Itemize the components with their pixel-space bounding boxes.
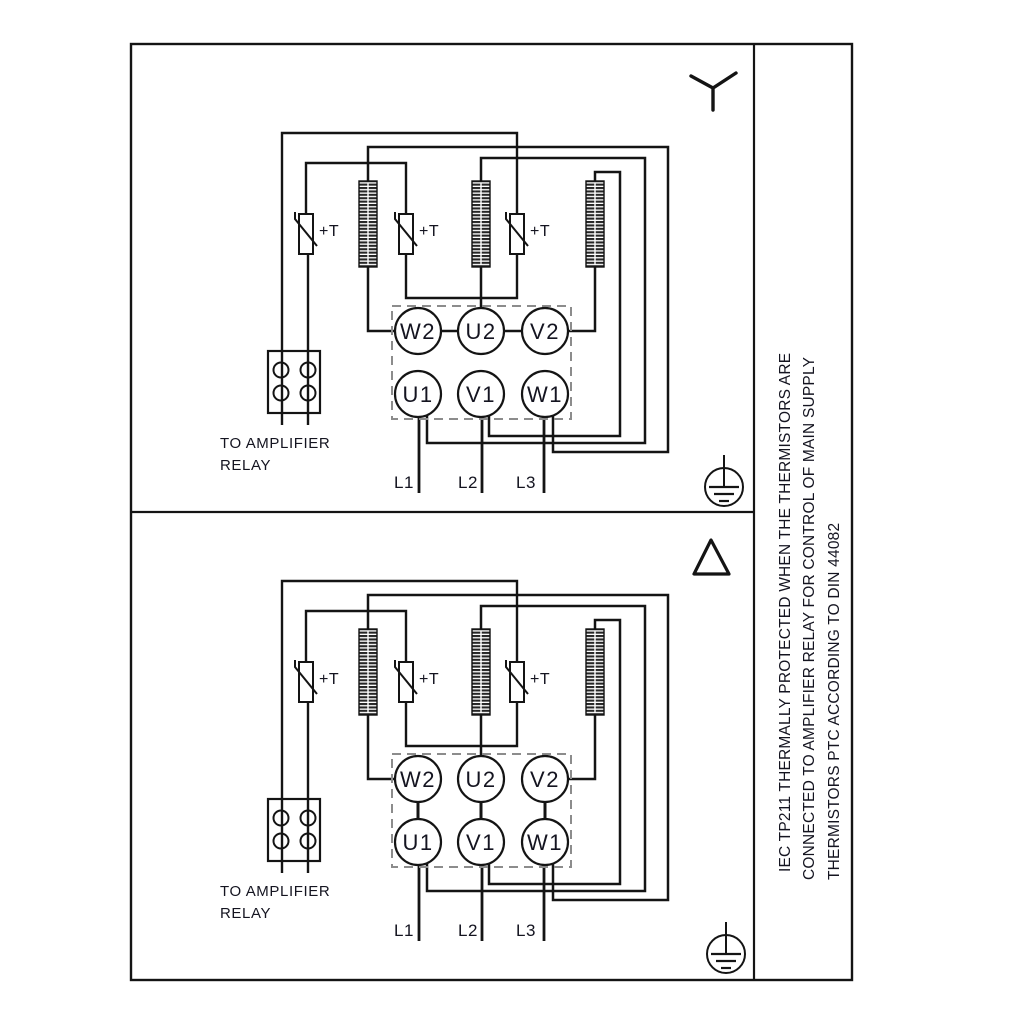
panel-star-connection — [220, 73, 743, 506]
wire-thermistor2-to-thermistor3 — [406, 254, 517, 298]
star-connection-icon — [691, 73, 736, 110]
thermistor-symbol-1 — [295, 212, 339, 254]
wire-thermistor1-to-thermistor2 — [306, 163, 406, 214]
lead-label-L2: L2 — [458, 473, 478, 492]
terminal-label-U1: U1 — [402, 830, 434, 855]
terminal-label-U2: U2 — [465, 767, 497, 792]
relay-caption-line1: TO AMPLIFIER — [220, 883, 331, 900]
terminal-label-V2: V2 — [530, 767, 560, 792]
lead-label-L2: L2 — [458, 921, 478, 940]
thermistor-label: +T — [419, 223, 440, 240]
lead-label-L3: L3 — [516, 473, 536, 492]
wire-thermistor2-to-thermistor3 — [406, 702, 517, 746]
protective-earth-icon — [707, 922, 745, 973]
relay-caption-line2: RELAY — [220, 457, 272, 474]
side-note-line-2: CONNECTED TO AMPLIFIER RELAY FOR CONTROL OF MAIN SUPPLY — [801, 356, 818, 880]
terminal-W2 — [395, 756, 441, 802]
terminal-V1 — [458, 819, 504, 865]
side-note — [777, 353, 843, 880]
wire-coil3-bottom-to-V2 — [568, 267, 595, 331]
amplifier-relay-terminal-block — [268, 351, 320, 413]
terminal-U2 — [458, 308, 504, 354]
circuit — [220, 133, 668, 493]
wire-coil1-bottom-to-W2 — [368, 267, 395, 331]
terminal-label-V1: V1 — [466, 830, 496, 855]
lead-label-L1: L1 — [394, 921, 414, 940]
thermistor-symbol-3 — [506, 660, 550, 702]
thermistor-symbol-2 — [395, 212, 439, 254]
terminal-W1 — [522, 819, 568, 865]
side-note-line-1: IEC TP211 THERMALLY PROTECTED WHEN THE THERMISTORS ARE — [777, 352, 794, 872]
relay-caption-line1: TO AMPLIFIER — [220, 435, 331, 452]
protective-earth-icon — [705, 455, 743, 506]
thermistor-symbol-1 — [295, 660, 339, 702]
delta-connection-icon — [694, 540, 729, 574]
terminal-U1 — [395, 819, 441, 865]
relay-caption-line2: RELAY — [220, 905, 272, 922]
panel-symbols — [691, 73, 743, 506]
terminal-label-W2: W2 — [400, 319, 436, 344]
circuit — [220, 581, 668, 941]
relay-box — [268, 351, 320, 413]
wire-coil3-bottom-to-V2 — [568, 715, 595, 779]
panel-symbols — [694, 540, 745, 973]
terminal-V2 — [522, 308, 568, 354]
terminal-label-V2: V2 — [530, 319, 560, 344]
terminal-V2 — [522, 756, 568, 802]
side-note-line-3: THERMISTORS PTC ACCORDING TO DIN 44082 — [826, 522, 843, 880]
thermistor-label: +T — [419, 671, 440, 688]
terminal-V1 — [458, 371, 504, 417]
thermistor-label: +T — [530, 671, 551, 688]
terminal-label-U2: U2 — [465, 319, 497, 344]
terminal-label-U1: U1 — [402, 382, 434, 407]
terminal-label-W2: W2 — [400, 767, 436, 792]
terminal-W2 — [395, 308, 441, 354]
wire-thermistor1-to-thermistor2 — [306, 611, 406, 662]
terminal-U2 — [458, 756, 504, 802]
thermistor-symbol-2 — [395, 660, 439, 702]
wire-coil1-bottom-to-W2 — [368, 715, 395, 779]
thermistor-label: +T — [319, 671, 340, 688]
terminal-label-W1: W1 — [527, 382, 563, 407]
thermistor-label: +T — [319, 223, 340, 240]
terminal-W1 — [522, 371, 568, 417]
terminal-U1 — [395, 371, 441, 417]
thermistor-symbol-3 — [506, 212, 550, 254]
amplifier-relay-terminal-block — [268, 799, 320, 861]
terminal-label-W1: W1 — [527, 830, 563, 855]
relay-box — [268, 799, 320, 861]
lead-label-L1: L1 — [394, 473, 414, 492]
terminal-label-V1: V1 — [466, 382, 496, 407]
lead-label-L3: L3 — [516, 921, 536, 940]
panel-delta-connection — [220, 540, 745, 973]
thermistor-label: +T — [530, 223, 551, 240]
